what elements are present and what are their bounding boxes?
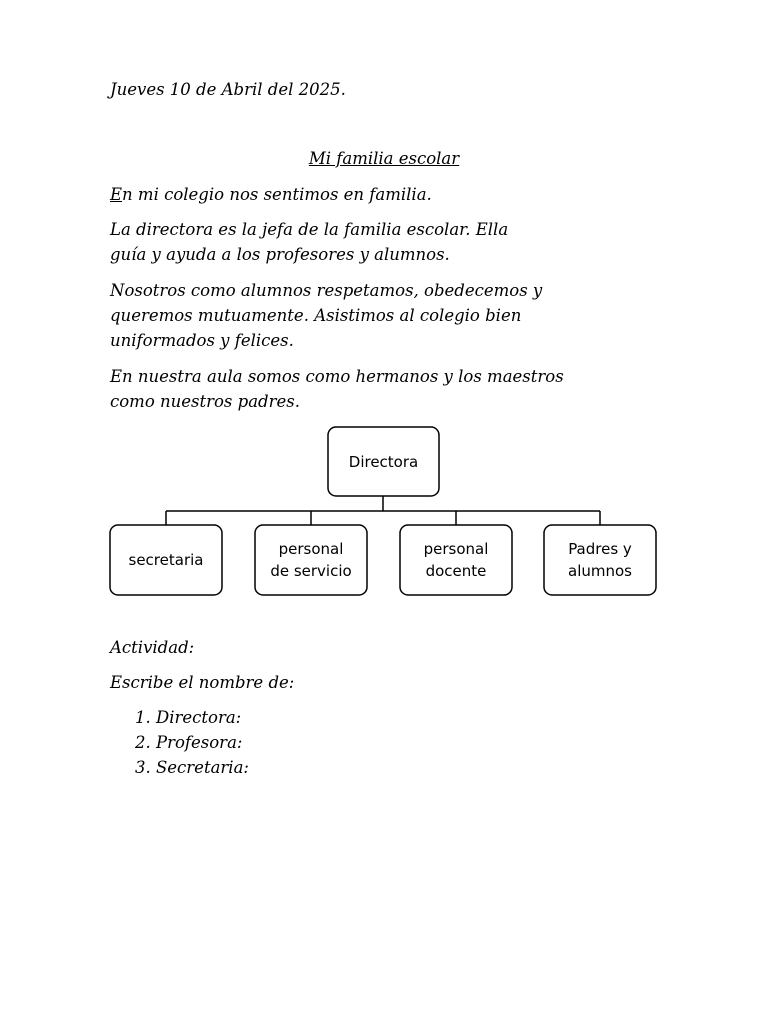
activity-item-profesora: 2. Profesora: — [135, 733, 243, 752]
org-box-personal-docente-line-1: personal — [423, 540, 489, 558]
activity-heading: Actividad: — [110, 638, 195, 657]
org-box-directora-label: Directora — [348, 453, 419, 471]
paragraph-4-line-2: como nuestros padres. — [110, 392, 300, 411]
org-box-personal-servicio-line-2: de servicio — [270, 562, 352, 580]
paragraph-2-line-1: La directora es la jefa de la familia escolar. Ella — [110, 220, 509, 239]
activity-item-secretaria: 3. Secretaria: — [135, 758, 249, 777]
org-box-padres-alumnos-line-1: Padres y — [568, 540, 632, 558]
org-box-padres-alumnos-line-2: alumnos — [568, 562, 632, 580]
paragraph-3-line-1: Nosotros como alumnos respetamos, obedecemos y — [110, 281, 543, 300]
paragraph-4-line-1: En nuestra aula somos como hermanos y los maestros — [110, 367, 564, 386]
date-line: Jueves 10 de Abril del 2025. — [110, 80, 346, 99]
org-box-personal-docente-line-2: docente — [425, 562, 487, 580]
paragraph-3-line-2: queremos mutuamente. Asistimos al colegio bien — [110, 306, 522, 325]
activity-instruction: Escribe el nombre de: — [110, 673, 295, 692]
title-text: Mi familia escolar — [308, 149, 460, 168]
org-chart-connectors — [166, 496, 600, 525]
activity-item-directora: 1. Directora: — [135, 708, 242, 727]
paragraph-2-line-2: guía y ayuda a los profesores y alumnos. — [110, 245, 450, 264]
org-box-personal-servicio-line-1: personal — [278, 540, 344, 558]
paragraph-1-first-letter: E — [110, 185, 123, 204]
paragraph-1-text: n mi colegio nos sentimos en familia. — [122, 185, 432, 204]
org-box-personal-servicio — [255, 525, 367, 595]
org-box-padres-alumnos — [544, 525, 656, 595]
activity-list — [135, 705, 249, 780]
paragraph-3-line-3: uniformados y felices. — [110, 331, 294, 350]
org-box-secretaria-label: secretaria — [128, 551, 204, 569]
org-box-personal-docente — [400, 525, 512, 595]
